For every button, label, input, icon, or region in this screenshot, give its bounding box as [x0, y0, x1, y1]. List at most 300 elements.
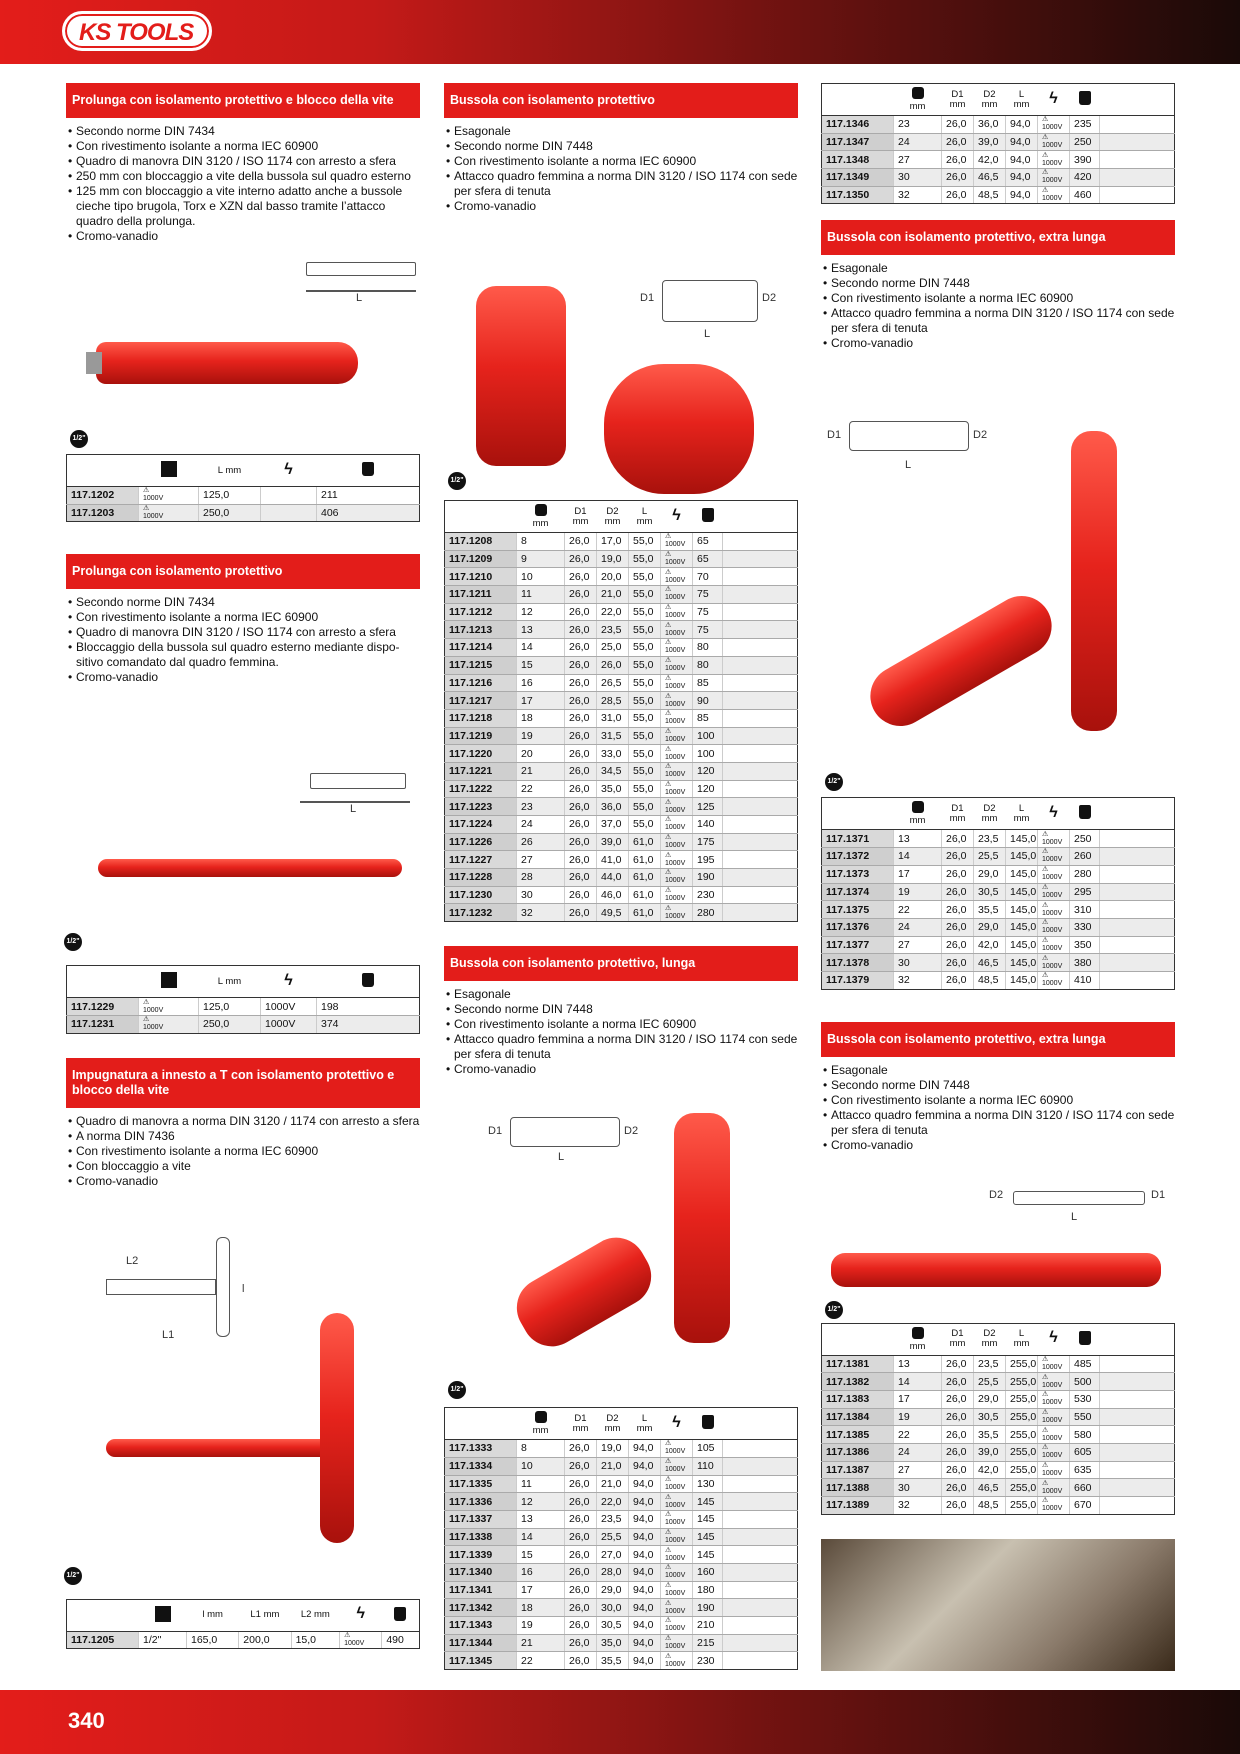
table-cell: 90	[693, 692, 723, 710]
voltage-symbol-icon: ⚠	[665, 586, 672, 594]
table-cell: 44,0	[597, 869, 629, 887]
table-cell: 1000V	[261, 1016, 317, 1034]
t-handle-grip-photo	[320, 1313, 354, 1543]
table-cell: 27	[894, 151, 942, 169]
volt-label: 1000V	[1042, 1505, 1063, 1513]
table-cell: 85	[693, 709, 723, 727]
col-unit: mm	[1013, 812, 1030, 824]
dimension-label: D1	[488, 1125, 503, 1138]
table-cell: 94,0	[629, 1528, 661, 1546]
table-cell: 46,5	[974, 169, 1006, 187]
volt-label: 1000V	[665, 859, 686, 867]
table-cell	[661, 745, 693, 763]
table-cell: 30	[894, 169, 942, 187]
volt-label: 1000V	[1042, 159, 1063, 167]
table-row	[67, 1631, 420, 1649]
volt-label: 1000V	[665, 576, 686, 584]
bullet-list	[821, 261, 1175, 351]
socket-table	[444, 1407, 798, 1670]
volt-label: 1000V	[143, 513, 164, 521]
table-row	[822, 865, 1175, 883]
article-number: 117.1214	[445, 639, 517, 657]
dimension-drawing	[662, 280, 758, 322]
table-cell: 190	[693, 869, 723, 887]
table-cell	[723, 533, 798, 551]
extension-photo	[96, 342, 358, 384]
table-cell: 29,0	[974, 865, 1006, 883]
col-l: l mm	[187, 1599, 239, 1631]
article-number: 117.1337	[445, 1510, 517, 1528]
socket-table-continued	[821, 83, 1175, 204]
volt-label: 1000V	[665, 594, 686, 602]
table-row	[445, 1599, 798, 1617]
drive-size-badge: 1/2"	[70, 430, 88, 448]
bullet-item: • 125 mm con bloccaggio a vite interno adatto anche a bussole cieche tipo brugola, Torx e XZN dal basso tramite l’attacco quadro della prolunga.	[66, 184, 420, 229]
table-cell: 26,0	[565, 1457, 597, 1475]
section-title: Bussola con isolamento protettivo, extra lunga	[821, 1022, 1175, 1057]
bullet-list	[444, 124, 798, 214]
table-cell: 420	[1070, 169, 1100, 187]
table-cell: 110	[693, 1457, 723, 1475]
table-cell: 28,5	[597, 692, 629, 710]
voltage-symbol-icon: ⚠	[665, 604, 672, 612]
socket-table	[444, 500, 798, 922]
volt-label: 1000V	[665, 541, 686, 549]
table-cell: 34,5	[597, 762, 629, 780]
table-cell: 26,0	[942, 1497, 974, 1515]
table-cell	[723, 780, 798, 798]
volt-label: 1000V	[665, 771, 686, 779]
table-cell: 48,5	[974, 186, 1006, 204]
article-number: 117.1219	[445, 727, 517, 745]
col-d2: D2	[606, 505, 619, 517]
bullet-item: • Attacco quadro femmina a norma DIN 3120 / ISO 1174 con sede per sfera di tenuta	[444, 1032, 798, 1062]
weight-icon	[1079, 1331, 1091, 1345]
table-cell	[661, 886, 693, 904]
voltage-symbol-icon: ⚠	[665, 1511, 672, 1519]
table-cell: 27,0	[597, 1546, 629, 1564]
article-number: 117.1208	[445, 533, 517, 551]
table-cell: 26,0	[942, 830, 974, 848]
table-cell	[1038, 133, 1070, 151]
voltage-symbol-icon: ⚠	[665, 727, 672, 735]
table-cell: 94,0	[629, 1440, 661, 1458]
table-cell	[1038, 1461, 1070, 1479]
bullet-item: • Cromo-vanadio	[444, 199, 798, 214]
article-number: 117.1232	[445, 904, 517, 922]
table-cell	[723, 709, 798, 727]
table-cell: 55,0	[629, 692, 661, 710]
table-cell: 380	[1070, 954, 1100, 972]
voltage-symbol-icon: ⚠	[1042, 1444, 1049, 1452]
table-cell	[1100, 1479, 1175, 1497]
table-cell: 94,0	[1006, 169, 1038, 187]
ks-tools-logo[interactable]	[62, 11, 212, 51]
article-number: 117.1375	[822, 901, 894, 919]
table-cell	[723, 904, 798, 922]
voltage-icon: ϟ	[356, 1605, 365, 1623]
volt-label: 1000V	[665, 665, 686, 673]
dimension-label: L	[905, 459, 912, 472]
table-cell: 374	[317, 1016, 420, 1034]
product-table	[66, 1599, 420, 1650]
table-cell	[661, 533, 693, 551]
table-cell: 28,0	[597, 1563, 629, 1581]
table-cell: 26,0	[565, 586, 597, 604]
article-number: 117.1228	[445, 869, 517, 887]
table-cell	[1100, 936, 1175, 954]
table-row	[445, 1528, 798, 1546]
volt-label: 1000V	[1042, 1399, 1063, 1407]
photo-wrenches	[821, 1539, 1175, 1671]
table-cell: 145,0	[1006, 848, 1038, 866]
table-cell: 250,0	[199, 504, 261, 522]
bullet-item: • Quadro di manovra DIN 3120 / ISO 1174 con arresto a sfera	[66, 625, 420, 640]
socket-xl-photo-2	[859, 585, 1062, 737]
table-cell: 17,0	[597, 533, 629, 551]
table-cell: 30,5	[597, 1617, 629, 1635]
table-row	[822, 830, 1175, 848]
article-number: 117.1379	[822, 971, 894, 989]
section-title: Bussola con isolamento protettivo, extra lunga	[821, 220, 1175, 255]
table-cell	[661, 869, 693, 887]
table-cell: 22,0	[597, 1493, 629, 1511]
volt-label: 1000V	[1042, 891, 1063, 899]
table-cell	[1038, 116, 1070, 134]
table-cell: 125,0	[199, 487, 261, 505]
voltage-symbol-icon: ⚠	[1042, 169, 1049, 177]
bullet-item: • Con rivestimento isolante a norma IEC 60900	[444, 1017, 798, 1032]
volt-label: 1000V	[665, 1536, 686, 1544]
square-drive-icon	[161, 461, 177, 477]
article-number: 117.1203	[67, 504, 139, 522]
table-cell	[1038, 848, 1070, 866]
voltage-symbol-icon: ⚠	[665, 1581, 672, 1589]
col-unit: mm	[909, 815, 926, 827]
table-cell: 22	[894, 901, 942, 919]
col-unit: mm	[532, 518, 549, 529]
table-cell	[1038, 830, 1070, 848]
weight-icon	[362, 462, 374, 476]
table-cell: 42,0	[974, 151, 1006, 169]
voltage-symbol-icon: ⚠	[665, 710, 672, 718]
volt-label: 1000V	[665, 1483, 686, 1491]
table-cell: 23	[517, 798, 565, 816]
table-cell	[1100, 848, 1175, 866]
volt-label: 1000V	[1042, 124, 1063, 132]
table-cell: 26,0	[565, 674, 597, 692]
table-cell	[139, 998, 199, 1016]
table-cell: 16	[517, 674, 565, 692]
table-cell: 30,5	[974, 883, 1006, 901]
col-d1: D1	[574, 505, 587, 517]
volt-label: 1000V	[1042, 1381, 1063, 1389]
col-d1: D1	[951, 1328, 964, 1340]
table-row	[822, 1355, 1175, 1373]
article-number: 117.1231	[67, 1016, 139, 1034]
table-row	[445, 1617, 798, 1635]
table-row	[822, 133, 1175, 151]
col-unit: mm	[1013, 1338, 1030, 1350]
table-cell: 26,0	[942, 1426, 974, 1444]
article-number: 117.1338	[445, 1528, 517, 1546]
table-cell: 75	[693, 621, 723, 639]
table-cell: 31,0	[597, 709, 629, 727]
table-row	[822, 1461, 1175, 1479]
col-unit: mm	[949, 812, 966, 824]
voltage-symbol-icon: ⚠	[665, 834, 672, 842]
table-cell: 24	[894, 1444, 942, 1462]
article-number: 117.1345	[445, 1652, 517, 1670]
table-cell: 26,0	[597, 656, 629, 674]
table-cell: 55,0	[629, 745, 661, 763]
table-cell: 255,0	[1006, 1461, 1038, 1479]
table-cell: 15,0	[291, 1631, 340, 1649]
table-cell: 26,0	[942, 848, 974, 866]
table-cell: 22,0	[597, 603, 629, 621]
table-cell: 145	[693, 1510, 723, 1528]
section-title: Bussola con isolamento protettivo, lunga	[444, 946, 798, 981]
table-cell	[723, 1581, 798, 1599]
table-cell: 460	[1070, 186, 1100, 204]
table-cell: 94,0	[629, 1475, 661, 1493]
voltage-icon: ϟ	[284, 460, 293, 478]
volt-label: 1000V	[665, 629, 686, 637]
col-d2: D2	[983, 1328, 996, 1340]
table-cell: 145,0	[1006, 865, 1038, 883]
product-image-socket-long	[444, 1077, 798, 1407]
table-cell: 30	[894, 954, 942, 972]
table-cell: 26,0	[942, 971, 974, 989]
table-cell: 21,0	[597, 586, 629, 604]
table-cell: 550	[1070, 1408, 1100, 1426]
table-cell: 55,0	[629, 586, 661, 604]
table-cell	[261, 487, 317, 505]
column-2	[444, 83, 798, 1670]
col-d2: D2	[983, 802, 996, 814]
table-cell: 19	[517, 727, 565, 745]
table-cell: 180	[693, 1581, 723, 1599]
article-number: 117.1340	[445, 1563, 517, 1581]
table-cell: 24	[517, 816, 565, 834]
volt-label: 1000V	[665, 1643, 686, 1651]
table-cell: 145,0	[1006, 883, 1038, 901]
table-cell	[661, 833, 693, 851]
column-1	[66, 83, 420, 1649]
voltage-symbol-icon: ⚠	[1042, 1391, 1049, 1399]
table-cell	[661, 762, 693, 780]
volt-label: 1000V	[665, 682, 686, 690]
table-cell: 80	[693, 639, 723, 657]
table-cell: 37,0	[597, 816, 629, 834]
voltage-symbol-icon: ⚠	[665, 1458, 672, 1466]
table-row	[67, 504, 420, 522]
col-l: L mm	[199, 966, 261, 998]
table-cell	[723, 1599, 798, 1617]
table-cell: 21	[517, 762, 565, 780]
table-cell: 145	[693, 1546, 723, 1564]
voltage-symbol-icon: ⚠	[665, 763, 672, 771]
article-number: 117.1377	[822, 936, 894, 954]
bullet-item: • Secondo norme DIN 7448	[444, 1002, 798, 1017]
table-cell: 26,0	[565, 727, 597, 745]
table-cell: 635	[1070, 1461, 1100, 1479]
table-cell	[723, 1652, 798, 1670]
table-cell: 30	[894, 1479, 942, 1497]
table-cell	[1038, 936, 1070, 954]
table-cell: 75	[693, 586, 723, 604]
table-cell	[723, 1493, 798, 1511]
table-cell: 26,0	[565, 816, 597, 834]
socket-xl-photo	[1071, 431, 1117, 731]
socket-photo	[476, 286, 566, 466]
table-cell: 26,0	[565, 639, 597, 657]
table-cell	[1100, 830, 1175, 848]
table-cell: 26,0	[942, 1373, 974, 1391]
hex-icon	[912, 87, 924, 99]
table-cell: 94,0	[629, 1634, 661, 1652]
bullet-item: • Quadro di manovra a norma DIN 3120 / 1174 con arresto a sfera	[66, 1114, 420, 1129]
table-cell: 31,5	[597, 727, 629, 745]
voltage-symbol-icon: ⚠	[1042, 866, 1049, 874]
volt-label: 1000V	[344, 1640, 365, 1648]
table-cell: 26,0	[565, 833, 597, 851]
table-cell: 19,0	[597, 1440, 629, 1458]
table-cell: 19	[894, 883, 942, 901]
col-l: L	[641, 1412, 648, 1424]
table-cell: 26,0	[565, 1475, 597, 1493]
table-cell: 406	[317, 504, 420, 522]
table-row	[822, 883, 1175, 901]
table-cell: 12	[517, 603, 565, 621]
article-number: 117.1387	[822, 1461, 894, 1479]
table-cell: 94,0	[629, 1457, 661, 1475]
table-cell: 255,0	[1006, 1355, 1038, 1373]
table-cell	[661, 816, 693, 834]
col-unit: mm	[572, 515, 589, 527]
table-cell	[1038, 971, 1070, 989]
table-cell	[661, 656, 693, 674]
table-row	[822, 151, 1175, 169]
bullet-item: • Cromo-vanadio	[66, 1174, 420, 1189]
volt-label: 1000V	[143, 495, 164, 503]
table-cell	[661, 1528, 693, 1546]
bullet-item: • Quadro di manovra DIN 3120 / ISO 1174 con arresto a sfera	[66, 154, 420, 169]
table-cell	[661, 621, 693, 639]
article-number: 117.1202	[67, 487, 139, 505]
article-number: 117.1347	[822, 133, 894, 151]
table-cell: 14	[894, 1373, 942, 1391]
table-cell	[1100, 1461, 1175, 1479]
voltage-symbol-icon: ⚠	[665, 816, 672, 824]
volt-label: 1000V	[1042, 909, 1063, 917]
table-cell: 165,0	[187, 1631, 239, 1649]
table-row	[822, 901, 1175, 919]
table-cell: 26,0	[565, 692, 597, 710]
table-cell	[661, 727, 693, 745]
table-cell: 26,0	[565, 1440, 597, 1458]
table-row	[445, 1493, 798, 1511]
hex-icon	[535, 504, 547, 516]
volt-label: 1000V	[1042, 874, 1063, 882]
table-cell: 255,0	[1006, 1479, 1038, 1497]
table-cell	[1038, 1391, 1070, 1409]
table-cell	[661, 692, 693, 710]
table-cell: 94,0	[629, 1581, 661, 1599]
table-cell: 100	[693, 727, 723, 745]
voltage-symbol-icon: ⚠	[665, 887, 672, 895]
table-row	[445, 639, 798, 657]
table-cell: 55,0	[629, 780, 661, 798]
volt-label: 1000V	[665, 735, 686, 743]
table-cell: 32	[894, 1497, 942, 1515]
table-cell: 55,0	[629, 603, 661, 621]
table-cell	[723, 568, 798, 586]
table-cell: 9	[517, 550, 565, 568]
table-cell: 48,5	[974, 971, 1006, 989]
article-number: 117.1334	[445, 1457, 517, 1475]
table-cell: 24	[894, 133, 942, 151]
table-cell	[1100, 1426, 1175, 1444]
table-cell: 255,0	[1006, 1373, 1038, 1391]
table-cell: 94,0	[629, 1617, 661, 1635]
article-number: 117.1230	[445, 886, 517, 904]
table-cell	[139, 1016, 199, 1034]
table-cell: 94,0	[629, 1510, 661, 1528]
table-cell: 210	[693, 1617, 723, 1635]
table-cell	[723, 851, 798, 869]
table-row	[822, 1426, 1175, 1444]
table-cell: 26,0	[565, 1599, 597, 1617]
table-cell: 33,0	[597, 745, 629, 763]
dimension-label: D2	[973, 429, 988, 442]
table-cell: 11	[517, 1475, 565, 1493]
bullet-item: • Con rivestimento isolante a norma IEC 60900	[66, 610, 420, 625]
article-number: 117.1374	[822, 883, 894, 901]
table-cell	[1038, 954, 1070, 972]
table-cell: 25,5	[597, 1528, 629, 1546]
bullet-item: • 250 mm con bloccaggio a vite della bussola sul quadro esterno	[66, 169, 420, 184]
table-cell: 26,0	[565, 798, 597, 816]
weight-icon	[702, 508, 714, 522]
voltage-symbol-icon: ⚠	[143, 1016, 150, 1024]
volt-label: 1000V	[665, 877, 686, 885]
table-cell: 17	[517, 692, 565, 710]
table-row	[445, 1546, 798, 1564]
table-cell: 26,0	[565, 1634, 597, 1652]
table-row	[67, 487, 420, 505]
table-cell: 14	[894, 848, 942, 866]
volt-label: 1000V	[665, 1448, 686, 1456]
drive-size-badge: 1/2"	[825, 773, 843, 791]
bullet-item: • Secondo norme DIN 7434	[66, 595, 420, 610]
table-cell: 250	[1070, 830, 1100, 848]
article-number: 117.1348	[822, 151, 894, 169]
table-cell: 36,0	[597, 798, 629, 816]
dimension-label: D2	[989, 1188, 1004, 1201]
table-cell: 28	[517, 869, 565, 887]
table-cell: 530	[1070, 1391, 1100, 1409]
table-cell	[1100, 971, 1175, 989]
bottom-banner	[0, 1690, 1240, 1754]
article-number: 117.1227	[445, 851, 517, 869]
col-l: L	[1018, 802, 1025, 814]
table-cell: 15	[517, 1546, 565, 1564]
article-number: 117.1350	[822, 186, 894, 204]
volt-label: 1000V	[665, 1589, 686, 1597]
article-number: 117.1209	[445, 550, 517, 568]
dimension-label: D1	[1151, 1188, 1166, 1201]
